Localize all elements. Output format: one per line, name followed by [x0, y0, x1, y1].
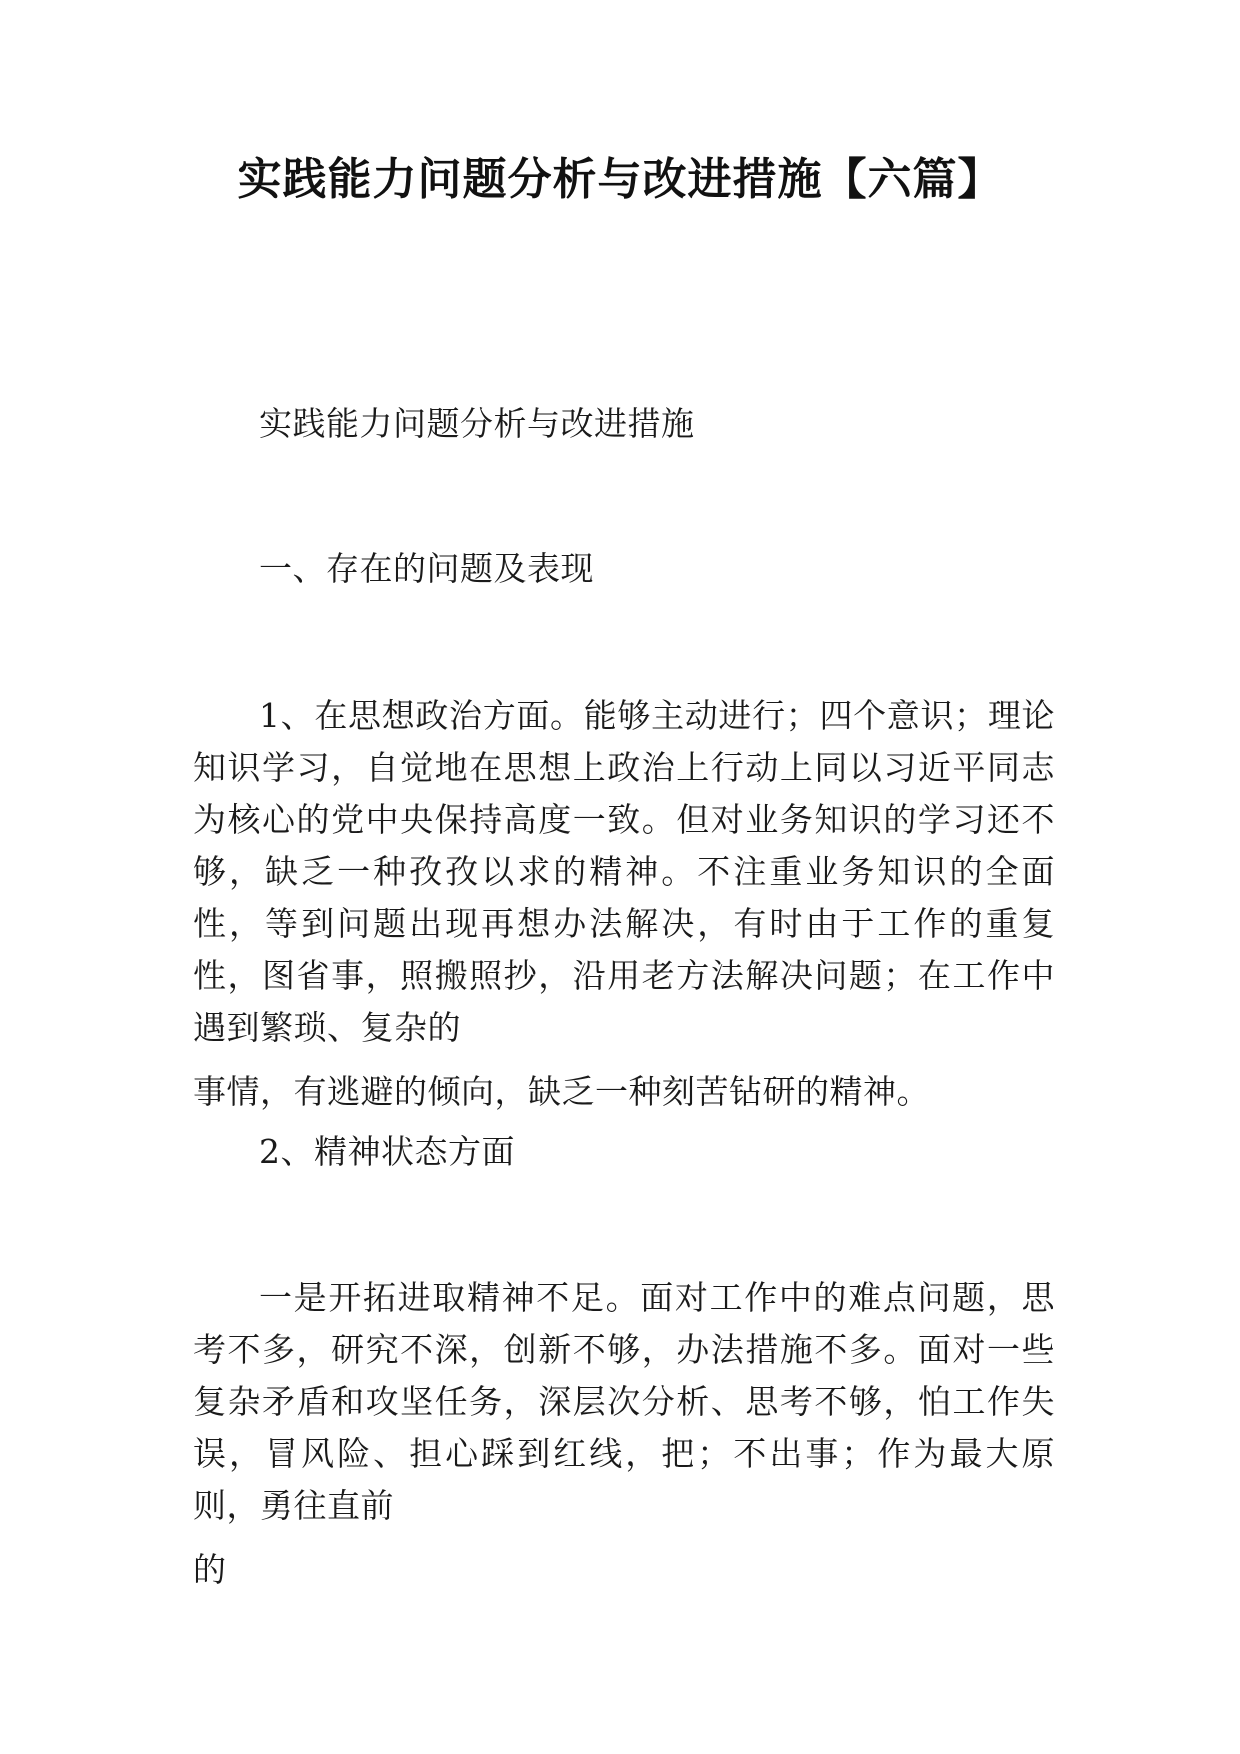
item-2-paragraph-end: 的	[193, 1550, 227, 1589]
item-1-paragraph-body: 1、在思想政治方面。能够主动进行；四个意识；理论知识学习，自觉地在思想上政治上行动上同以习近平同志为核心的党中央保持高度一致。但对业务知识的学习还不够，缺乏一种孜孜以求的精神。不注重业务知识的全面性，等到问题出现再想办法解决，有时由于工作的重复性，图省事，照搬照抄，沿用老方法解决问题；在工作中遇到繁琐、复杂的	[193, 696, 1055, 1047]
document-title: 实践能力问题分析与改进措施【六篇】	[237, 154, 1003, 205]
item-2-paragraph-body: 一是开拓进取精神不足。面对工作中的难点问题，思考不多，研究不深，创新不够，办法措施不多。面对一些复杂矛盾和攻坚任务，深层次分析、思考不够，怕工作失误，冒风险、担心踩到红线，把；不出事；作为最大原则，勇往直前	[193, 1278, 1055, 1525]
item-1-paragraph	[193, 690, 1055, 1118]
item-1-paragraph-end: 事情，有逃避的倾向，缺乏一种刻苦钻研的精神。	[193, 1072, 930, 1111]
document-subtitle: 实践能力问题分析与改进措施	[259, 404, 695, 443]
section-1-heading-block	[193, 543, 1055, 595]
item-2-heading-block	[193, 1126, 1055, 1178]
item-2-block	[193, 1272, 1055, 1596]
item-2-heading: 2、精神状态方面	[259, 1132, 515, 1171]
item-2-paragraph	[193, 1272, 1055, 1596]
item-1-block	[193, 690, 1055, 1118]
document-subtitle-block	[193, 398, 1055, 450]
section-1-heading: 一、存在的问题及表现	[259, 549, 594, 588]
